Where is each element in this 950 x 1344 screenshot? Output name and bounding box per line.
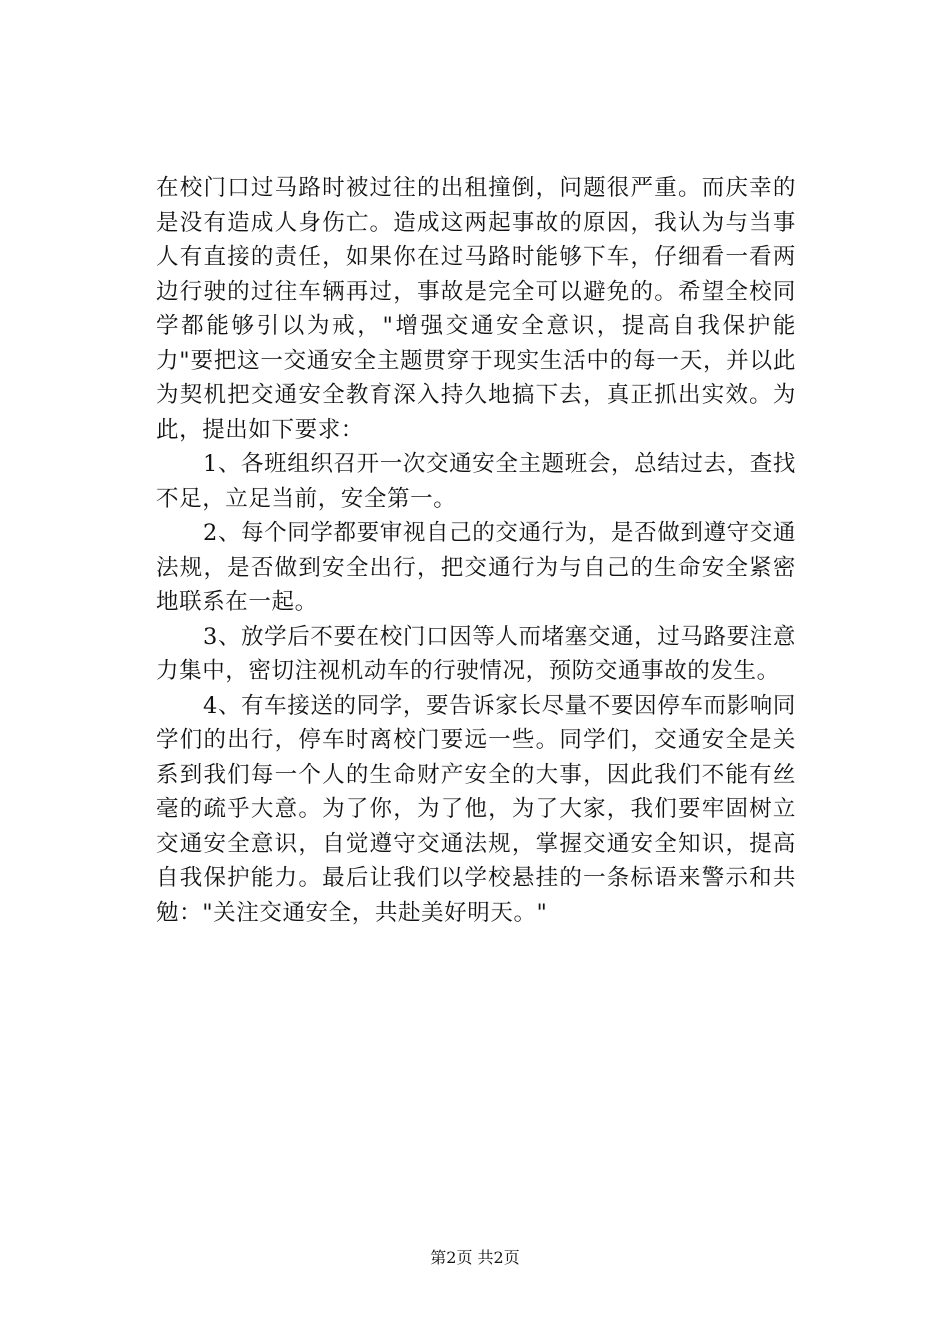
- paragraph-requirement-2: 2、每个同学都要审视自己的交通行为，是否做到遵守交通法规，是否做到安全出行，把交通行为与自己的生命安全紧密地联系在一起。: [156, 520, 796, 615]
- page-number-footer: 第2页 共2页: [430, 1248, 520, 1267]
- paragraph-requirement-4: 4、有车接送的同学，要告诉家长尽量不要因停车而影响同学们的出行，停车时离校门要远一些。同学们，交通安全是关系到我们每一个人的生命财产安全的大事，因此我们不能有丝毫的疏乎大意。为了你，为了他，为了大家，我们要牢固树立交通安全意识，自觉遵守交通法规，掌握交通安全知识，提高自我保护能力。最后让我们以学校悬挂的一条标语来警示和共勉："关注交通安全，共赴美好明天。": [156, 692, 796, 926]
- paragraph-requirement-3: 3、放学后不要在校门口因等人而堵塞交通，过马路要注意力集中，密切注视机动车的行驶情况，预防交通事故的发生。: [156, 623, 796, 684]
- paragraph-intro: 在校门口过马路时被过往的出租撞倒，问题很严重。而庆幸的是没有造成人身伤亡。造成这两起事故的原因，我认为与当事人有直接的责任，如果你在过马路时能够下车，仔细看一看两边行驶的过往车辆再过，事故是完全可以避免的。希望全校同学都能够引以为戒，"增强交通安全意识，提高自我保护能力"要把这一交通安全主题贯穿于现实生活中的每一天，并以此为契机把交通安全教育深入持久地搞下去，真正抓出实效。为此，提出如下要求：: [156, 175, 796, 443]
- document-body: [156, 171, 796, 930]
- paragraph-requirement-1: 1、各班组织召开一次交通安全主题班会，总结过去，查找不足，立足当前，安全第一。: [156, 451, 796, 512]
